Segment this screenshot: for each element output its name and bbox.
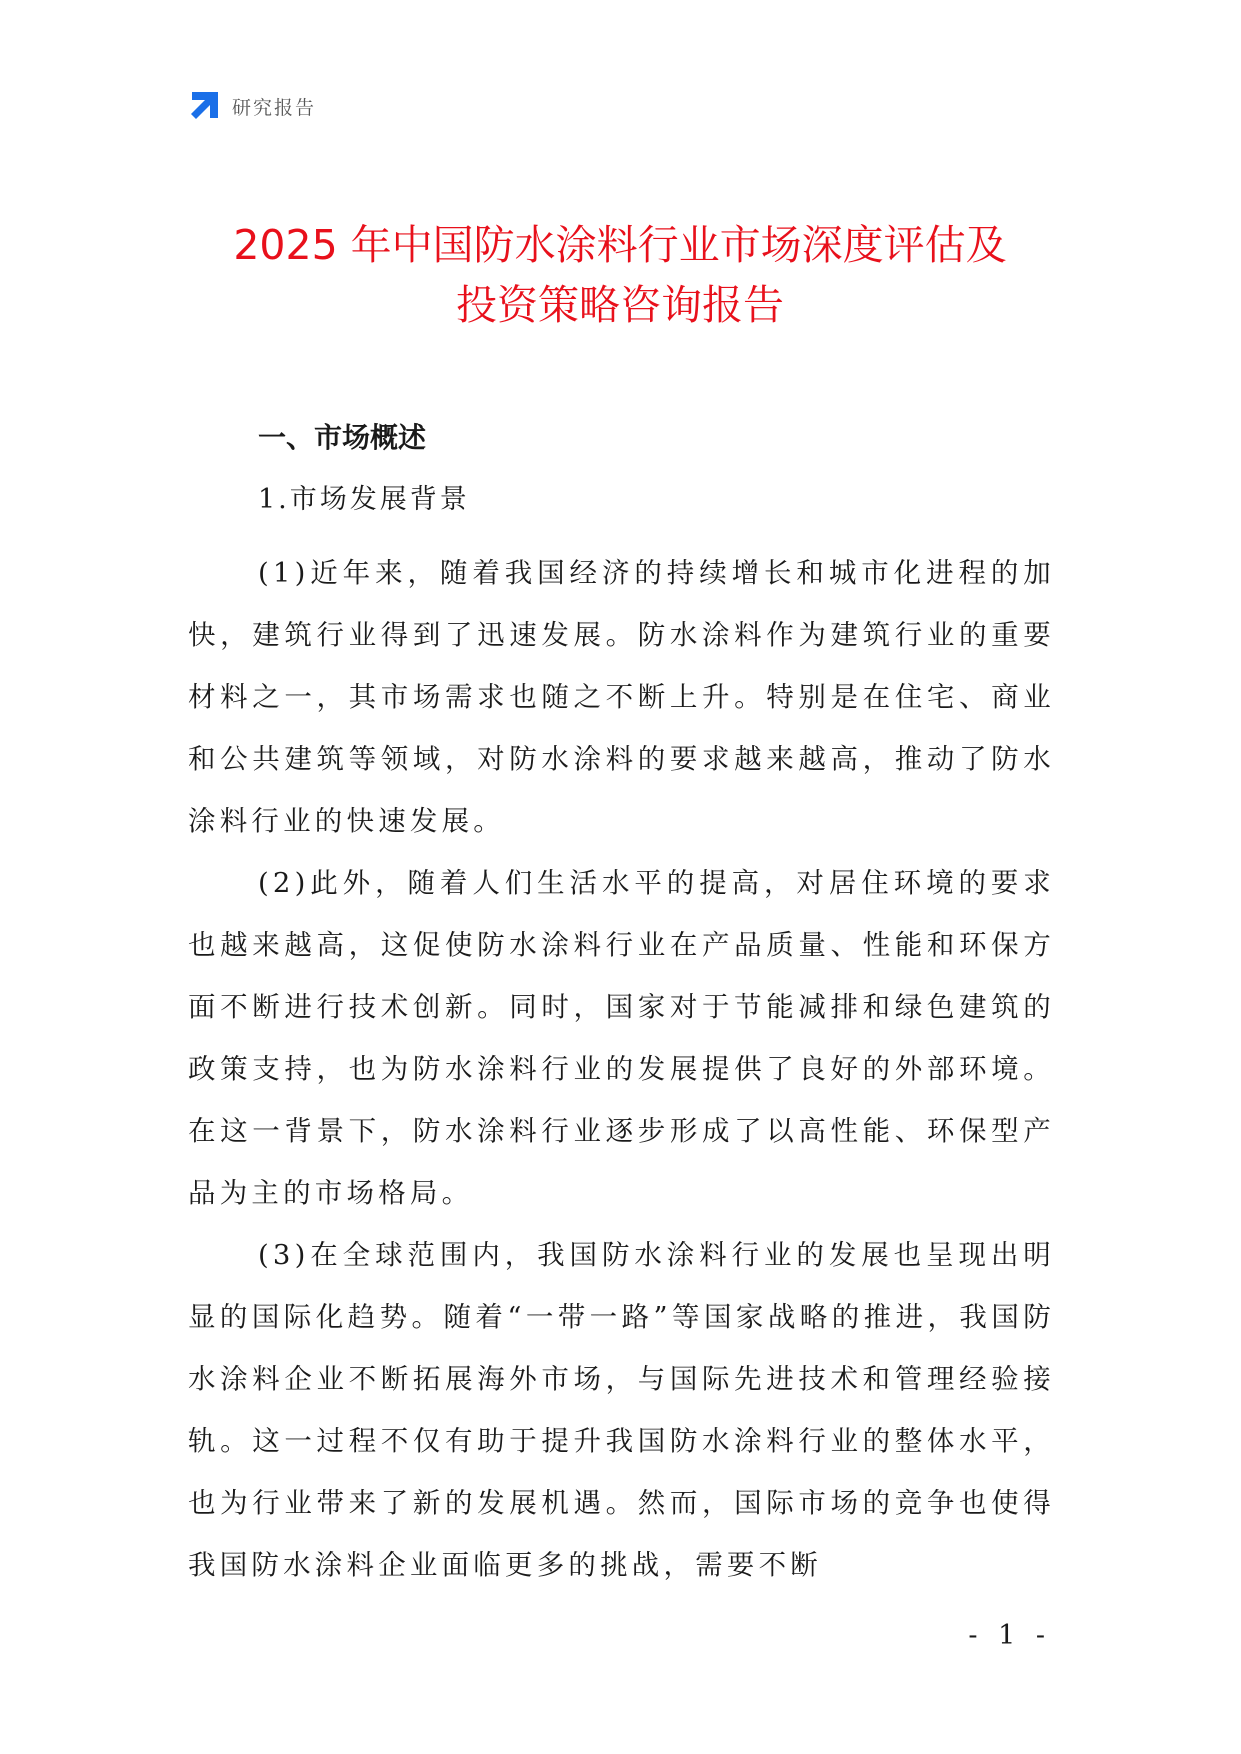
page-header [188,88,316,124]
header-label: 研究报告 [232,96,317,119]
subsection-heading: 1.市场发展背景 [258,484,470,515]
page-number: - 1 - [968,1620,1051,1651]
paragraph-3: (3)在全球范围内，我国防水涂料行业的发展也呈现出明显的国际化趋势。随着“一带一路”等国家战略的推进，我国防水涂料企业不断拓展海外市场，与国际先进技术和管理经验接轨。这一过程不仅有助于提升我国防水涂料行业的整体水平，也为行业带来了新的发展机遇。然而，国际市场的竞争也使得我国防水涂料企业面临更多的挑战，需要不断 [188,1239,1055,1581]
section-heading: 一、市场概述 [258,421,427,454]
paragraph-2: (2)此外，随着人们生活水平的提高，对居住环境的要求也越来越高，这促使防水涂料行业在产品质量、性能和环保方面不断进行技术创新。同时，国家对于节能减排和绿色建筑的政策支持，也为防水涂料行业的发展提供了良好的外部环境。在这一背景下，防水涂料行业逐步形成了以高性能、环保型产品为主的市场格局。 [188,867,1055,1209]
document-title [140,215,1100,335]
title-line-1: 2025 年中国防水涂料行业市场深度评估及 [233,221,1007,269]
title-line-2: 投资策略咨询报告 [456,281,784,329]
paragraph-1: (1)近年来，随着我国经济的持续增长和城市化进程的加快，建筑行业得到了迅速发展。防水涂料作为建筑行业的重要材料之一，其市场需求也随之不断上升。特别是在住宅、商业和公共建筑等领域，对防水涂料的要求越来越高，推动了防水涂料行业的快速发展。 [188,557,1055,837]
arrow-up-right-icon [188,90,220,122]
document-body [188,418,1055,1596]
